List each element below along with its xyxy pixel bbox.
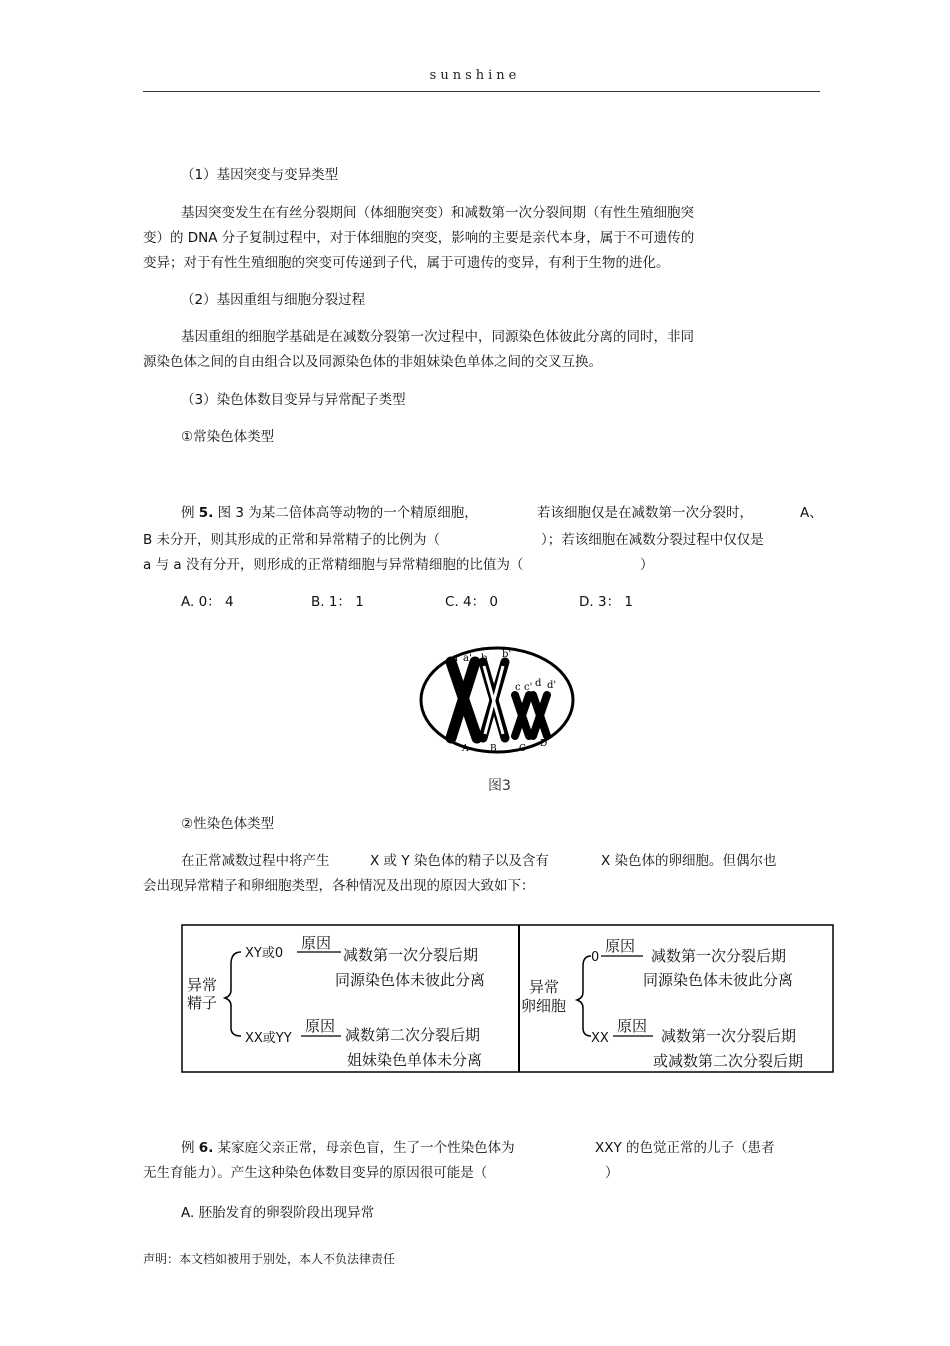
- right-label-line-2: 卵细胞: [521, 997, 567, 1015]
- footer-disclaimer: 声明：本文档如被用于别处，本人不负法律责任: [143, 1252, 396, 1266]
- section-2-line-1: 基因重组的细胞学基础是在减数分裂第一次过程中，同源染色体彼此分离的同时，非同: [181, 329, 694, 345]
- example-5-line-2b: ）；若该细胞在减数分裂过程中仅仅是: [541, 532, 764, 548]
- example-6-line-2: 无生育能力）。产生这种染色体数目变异的原因很可能是（: [143, 1165, 488, 1181]
- left-upper-reason-label: 原因: [301, 934, 332, 952]
- option-c[interactable]: C. 4： 0: [445, 594, 498, 610]
- left-upper-type: XY或0: [245, 946, 284, 961]
- example-5-line-3: a 与 a 没有分开，则形成的正常精细胞与异常精细胞的比值为（: [143, 557, 524, 573]
- right-lower-type: XX: [591, 1031, 609, 1046]
- option-b[interactable]: B. 1： 1: [311, 594, 364, 610]
- right-upper-reason-line-2: 同源染色体未彼此分离: [643, 971, 794, 989]
- label-c-prime: c': [524, 682, 533, 693]
- example-6-option-a[interactable]: A. 胚胎发育的卵裂阶段出现异常: [181, 1205, 375, 1221]
- right-lower-reason-label: 原因: [617, 1017, 648, 1035]
- option-a[interactable]: A. 0： 4: [181, 594, 234, 610]
- section-1-title: （1）基因突变与变异类型: [181, 167, 339, 183]
- section-2-title: （2）基因重组与细胞分裂过程: [181, 292, 366, 308]
- example-6-label: 例: [181, 1140, 199, 1156]
- chromosome-d-icon: [533, 695, 547, 736]
- left-lower-reason-line-1: 减数第二次分裂后期: [345, 1026, 481, 1044]
- left-label-line-1: 异常: [187, 976, 218, 994]
- label-c: c: [515, 682, 521, 693]
- label-A: A: [462, 744, 469, 754]
- example-6-line-1: [181, 1135, 515, 1161]
- example-6-text-1a: 某家庭父亲正常，母亲色盲，生了一个性染色体为: [213, 1140, 515, 1156]
- sex-chromosome-text-1a: 在正常减数过程中将产生: [181, 853, 330, 869]
- label-d: d: [535, 678, 542, 689]
- label-d-prime: d': [547, 680, 557, 691]
- figure-3-cell-diagram: [415, 640, 580, 760]
- example-5-line-2: B 未分开，则其形成的正常和异常精子的比例为（: [143, 532, 441, 548]
- left-lower-type: XX或YY: [245, 1031, 292, 1046]
- section-3-title: （3）染色体数目变异与异常配子类型: [181, 392, 406, 408]
- figure-3-caption: 图3: [488, 778, 511, 794]
- example-5-text-1a: 图 3 为某二倍体高等动物的一个精原细胞，: [213, 505, 478, 521]
- example-5-line-3b: ）: [640, 557, 654, 573]
- chromosome-a-icon: [451, 662, 477, 738]
- abnormal-gamete-table: [181, 924, 835, 1074]
- left-label-line-2: 精子: [187, 994, 218, 1012]
- example-5-line-1: [181, 500, 478, 526]
- label-a: a: [452, 653, 458, 664]
- example-6-line-2b: ）: [605, 1165, 619, 1181]
- label-b: b: [481, 653, 488, 664]
- page-header-title: sunshine: [429, 68, 521, 83]
- chromosome-b-icon: [483, 662, 505, 738]
- example-5-number: 5.: [198, 505, 214, 521]
- section-1-line-1: 基因突变发生在有丝分裂期间（体细胞突变）和减数第一次分裂间期（有性生殖细胞突: [181, 205, 694, 221]
- option-d[interactable]: D. 3： 1: [579, 594, 633, 610]
- label-D: D: [540, 739, 548, 749]
- left-lower-reason-label: 原因: [305, 1017, 336, 1035]
- sex-chromosome-text-1c: X 染色体的卵细胞。但偶尔也: [601, 853, 777, 869]
- sex-chromosome-text-1b: X 或 Y 染色体的精子以及含有: [370, 853, 549, 869]
- right-lower-reason-line-1: 减数第一次分裂后期: [661, 1027, 797, 1045]
- example-6-number: 6.: [198, 1140, 214, 1156]
- section-1-line-3: 变异；对于有性生殖细胞的突变可传递到子代，属于可遗传的变异，有利于生物的进化。: [143, 255, 670, 271]
- section-3-subtitle-sex-chromosome: ②性染色体类型: [181, 816, 275, 832]
- left-brace-icon: [225, 952, 241, 1036]
- chromosome-c-icon: [515, 695, 529, 736]
- section-3-subtitle-autosome: ①常染色体类型: [181, 429, 275, 445]
- label-C: C: [519, 744, 526, 754]
- example-5-text-1b: 若该细胞仅是在减数第一次分裂时，: [537, 505, 753, 521]
- section-2-line-2: 源染色体之间的自由组合以及同源染色体的非姐妹染色单体之间的交叉互换。: [143, 354, 602, 370]
- left-upper-reason-line-1: 减数第一次分裂后期: [343, 946, 479, 964]
- example-6-text-1b: XXY 的色觉正常的儿子（患者: [595, 1140, 775, 1156]
- example-5-text-1c: A、: [800, 505, 823, 521]
- header-divider: [143, 91, 820, 92]
- left-upper-reason-line-2: 同源染色体未彼此分离: [335, 971, 486, 989]
- right-upper-reason-line-1: 减数第一次分裂后期: [651, 947, 787, 965]
- label-b-prime: b': [502, 649, 512, 660]
- right-brace-icon: [577, 956, 591, 1036]
- right-upper-type: 0: [591, 950, 600, 965]
- left-lower-reason-line-2: 姐妹染色单体未分离: [347, 1051, 483, 1069]
- example-5-label: 例: [181, 505, 199, 521]
- label-a-prime: a': [463, 653, 472, 664]
- right-label-line-1: 异常: [529, 978, 560, 996]
- label-B: B: [490, 744, 497, 754]
- right-lower-reason-line-2: 或减数第二次分裂后期: [653, 1052, 804, 1070]
- right-upper-reason-label: 原因: [605, 937, 636, 955]
- example-5-options: [0, 589, 950, 615]
- section-1-line-2: 变）的 DNA 分子复制过程中，对于体细胞的突变，影响的主要是亲代本身，属于不可遗传的: [143, 230, 695, 246]
- sex-chromosome-text-2: 会出现异常精子和卵细胞类型，各种情况及出现的原因大致如下：: [143, 878, 535, 894]
